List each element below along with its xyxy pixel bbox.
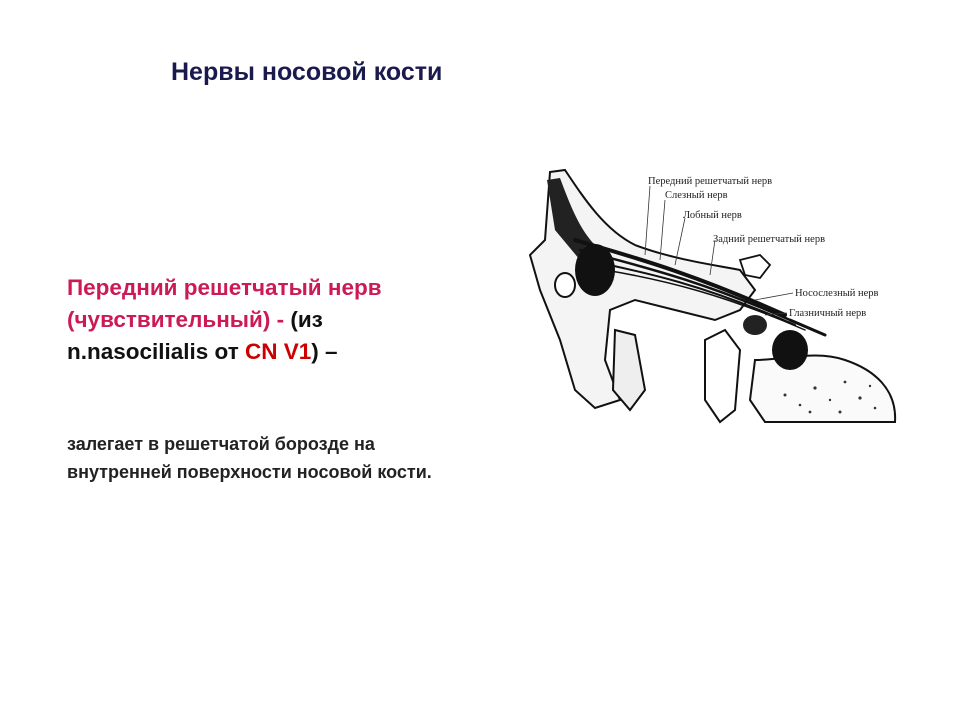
label-anterior-ethmoidal-nerve: Передний решетчатый нерв	[648, 176, 773, 187]
label-posterior-ethmoidal-nerve: Задний решетчатый нерв	[713, 234, 826, 245]
anatomy-illustration	[525, 160, 910, 435]
cranial-nerve-ref: CN V1	[245, 339, 312, 364]
heading-dash: -	[270, 307, 291, 332]
nerve-description: залегает в решетчатой борозде на внутренней поверхности носовой кости.	[67, 434, 432, 482]
slide-title: Нервы носовой кости	[171, 58, 443, 86]
nerve-name: Передний решетчатый нерв (чувствительный)	[67, 275, 382, 332]
heading-end: ) –	[311, 339, 338, 364]
nerve-diagram	[525, 160, 910, 435]
label-nasociliary-nerve: Носослезный нерв	[795, 288, 879, 299]
label-ophthalmic-nerve: Глазничный нерв	[789, 308, 867, 319]
origin-text: (из n.nasocilialis от	[67, 307, 323, 364]
label-lacrimal-nerve: Слезный нерв	[665, 190, 728, 201]
label-frontal-nerve: Лобный нерв	[683, 210, 742, 221]
nerve-heading	[67, 272, 457, 368]
